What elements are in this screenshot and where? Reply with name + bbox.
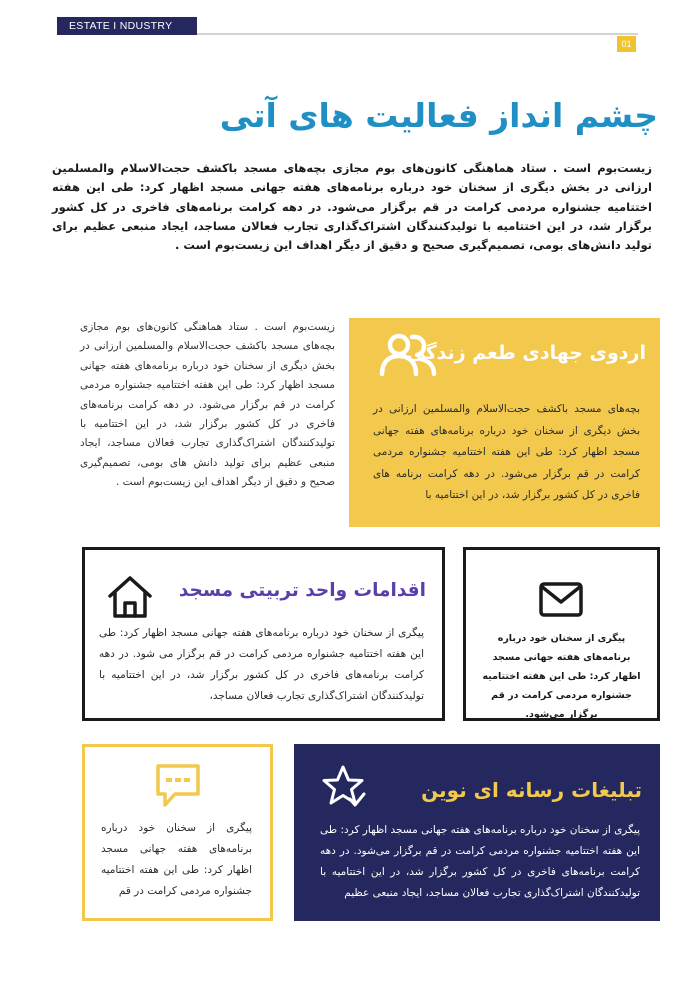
brand-tab: ESTATE I NDUSTRY [57,17,197,35]
media-ads-title: تبلیغات رسانه ای نوین [421,778,642,802]
media-ads-text: پیگری از سخنان خود درباره برنامه‌های هفته جهانی مسجد اظهار کرد: طی این هفته اختتامیه جشنواره مردمی کرامت در قم برگزار می‌شود. در دهه کرامت برنامه‌های فاخری در کل کشور برگزار شد، در این اختتامیه با تولیدکنندگان اشتراک‌گذاری تجارب فعالان مساجد، ایجاد منبعی عظیم [320,824,640,899]
jihadi-camp-text: بچه‌های مسجد باکشف حجت‌الاسلام والمسلمین ارزانی در بخش دیگری از سخنان خود درباره برنامه‌های هفته جهانی مسجد اظهار کرد: طی این هفته اختتامیه جشنواره مردمی کرامت در قم برگزار می‌شود. در دهه کرامت برنامه های فاخری در کل کشور برگزار شد، در این اختتامیه با [373,403,640,501]
chat-card-text: پیگری از سخنان خود درباره برنامه‌های هفته جهانی مسجد اظهار کرد: طی این هفته اختتامیه جشنواره مردمی کرامت در قم [101,822,252,897]
mail-icon [538,580,584,620]
jihadi-camp-title: اردوی جهادی طعم زندگی [406,342,646,364]
page-number: 01 [617,36,636,52]
chat-card [82,744,273,921]
media-ads-card [294,744,660,921]
jihadi-camp-card [349,318,660,527]
mosque-education-text: پیگری از سخنان خود درباره برنامه‌های هفته جهانی مسجد اظهار کرد: طی این هفته اختتامیه جشنواره مردمی کرامت در قم برگزار می شود. در دهه کرامت برنامه‌های فاخری در کل کشور برگزار شد، در این اختتامیه با تولیدکنندگان اشتراک‌گذاری تجارب فعالان مساجد، [99,627,424,702]
intro-paragraph: زیست‌بوم است . ستاد هماهنگی کانون‌های بوم مجازی بچه‌های مسجد باکشف حجت‌الاسلام والمسلمین ارزانی در بخش دیگری از سخنان خود درباره برنامه‌های هفته جهانی مسجد اظهار کرد: طی این هفته اختتامیه جشنواره مردمی کرامت در قم برگزار می‌شود. در دهه کرامت برنامه‌های فاخری در کل کشور برگزار شد، در این اختتامیه با تولیدکنندگان اشتراک‌گذاری تجارب فعالان مساجد، ایجاد منبعی عظیم برای تولید دانش‌های بومی، تصمیم‌گیری صحیح و دقیق از دیگر اهداف این زیست‌بوم است . [52,161,652,253]
mail-card-text: پیگری از سخنان خود درباره برنامه‌های هفته جهانی مسجد اظهار کرد: طی این هفته اختتامیه جشنواره مردمی کرامت در قم برگزار می‌شود. [482,633,641,720]
chat-icon [153,761,203,811]
header-rule [197,33,638,35]
mosque-education-card [82,547,445,721]
side-paragraph: زیست‌بوم است . ستاد هماهنگی کانون‌های بوم مجازی بچه‌های مسجد باکشف حجت‌الاسلام والمسلمین ارزانی در بخش دیگری از سخنان خود درباره برنامه‌های هفته جهانی مسجد اظهار کرد: طی این هفته اختتامیه جشنواره مردمی کرامت در قم برگزار می‌شود. در دهه کرامت برنامه‌های فاخری در کل کشور برگزار شد، در این اختتامیه با تولیدکنندگان اشتراک‌گذاری تجارب فعالان مساجد، ایجاد منبعی عظیم برای تولید دانش های بومی، تصمیم‌گیری صحیح و دقیق از دیگر اهداف این زیست‌بوم است . [80,321,335,489]
star-check-icon [320,764,366,810]
mail-card [463,547,660,721]
mosque-education-title: اقدامات واحد تربیتی مسجد [178,580,426,601]
home-icon [107,574,153,620]
page-title: چشم انداز فعالیت های آتی [219,96,658,135]
